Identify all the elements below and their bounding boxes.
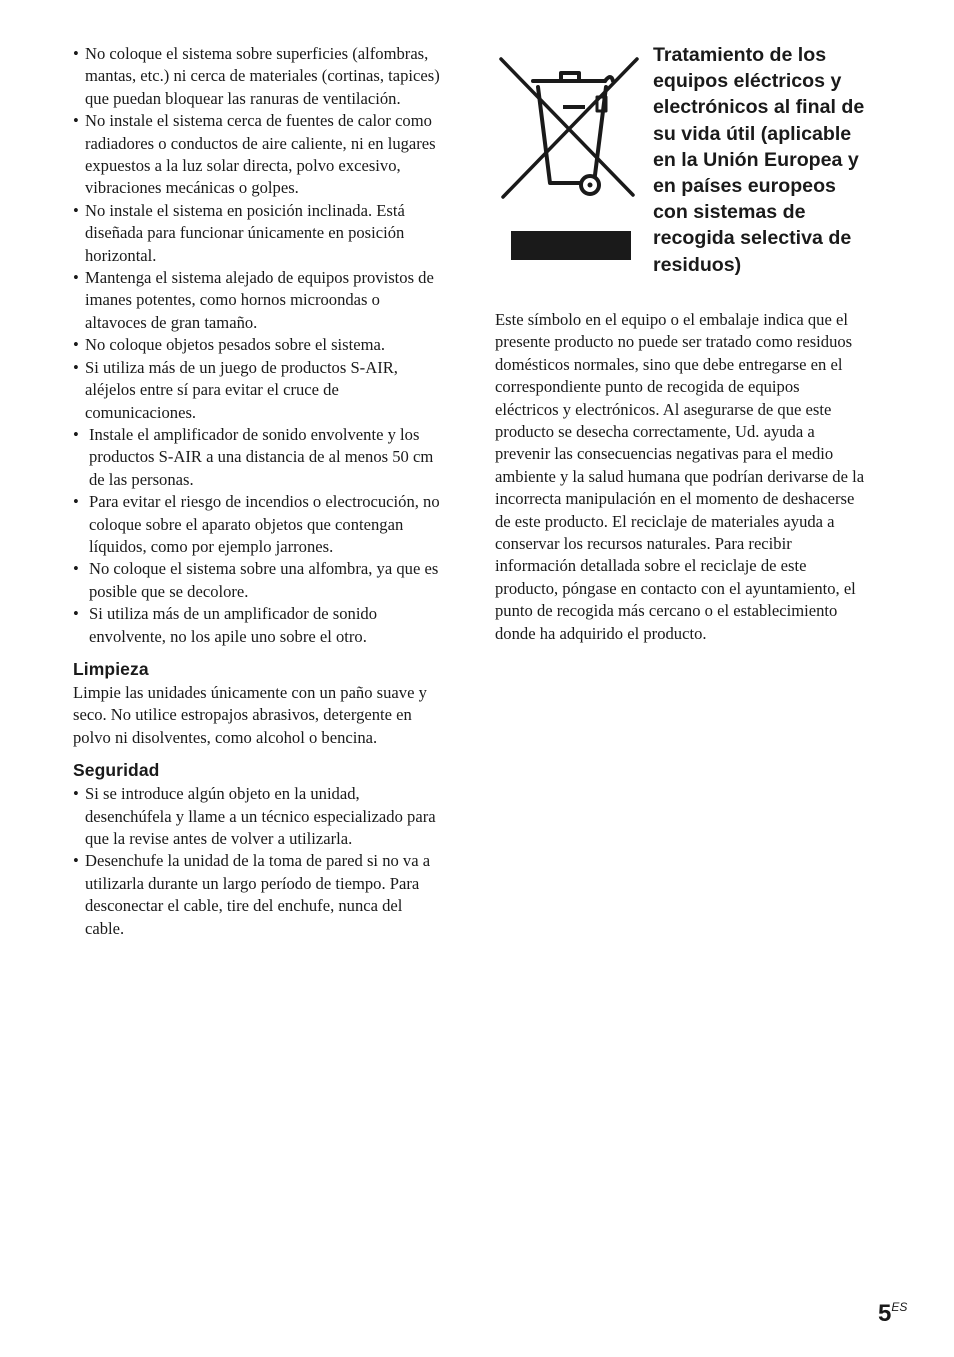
safety-list [73,783,445,940]
weee-black-bar [511,231,631,260]
precautions-list-1 [73,43,445,424]
weee-text: Este símbolo en el equipo o el embalaje indica que el presente producto no puede ser tratado como residuos domésticos normales, sino que debe entregarse en el correspondiente punto de recogida de equipos eléctricos y electrónicos. Al asegurarse de que este producto se desecha correctamente, Ud. ayuda a prevenir las consecuencias negativas para el medio ambiente y la salud humana que podrían derivarse de la incorrecta manipulación en el momento de deshacerse de este producto. El reciclaje de materiales ayuda a conservar los recursos naturales. Para recibir información detallada sobre el reciclaje de este producto, póngase en contacto con el ayuntamiento, el punto de recogida más cercano o el establecimiento donde ha adquirido el producto. [495,310,865,643]
page-number-value: 5 [878,1300,892,1327]
list-item: • No coloque objetos pesados sobre el sistema. [73,334,445,356]
list-item: • No instale el sistema en posición inclinada. Está diseñada para funcionar únicamente en posición horizontal. [73,200,445,267]
list-item: • Para evitar el riesgo de incendios o electrocución, no coloque sobre el aparato objetos que contengan líquidos, como por ejemplo jarrones. [73,491,445,558]
page-number-suffix: ES [891,1300,908,1314]
crossed-out-wheeled-bin-icon [499,53,645,203]
list-item: • Si utiliza más de un juego de productos S-AIR, aléjelos entre sí para evitar el cruce de comunicaciones. [73,357,445,424]
list-item: • Desenchufe la unidad de la toma de pared si no va a utilizarla durante un largo período de tiempo. Para desconectar el cable, tire del enchufe, nunca del cable. [73,850,445,940]
list-item: • Mantenga el sistema alejado de equipos provistos de imanes potentes, como hornos microondas o altavoces de gran tamaño. [73,267,445,334]
weee-title: Tratamiento de los equipos eléctricos y electrónicos al final de su vida útil (aplicable en la Unión Europea y en países europeos con sistemas de recogida selectiva de residuos) [653,44,865,276]
list-item: • No coloque el sistema sobre superficies (alfombras, mantas, etc.) ni cerca de materiales (cortinas, tapices) que puedan bloquear las ranuras de ventilación. [73,43,445,110]
list-item: • Si utiliza más de un amplificador de sonido envolvente, no los apile uno sobre el otro. [73,603,445,648]
right-column [495,43,865,645]
list-item: • No instale el sistema cerca de fuentes de calor como radiadores o conductos de aire caliente, ni en lugares expuestos a la luz solar directa, polvo excesivo, vibraciones mecánicas o golpes. [73,110,445,200]
precautions-list-2 [73,424,445,648]
cleaning-heading: Limpieza [73,658,149,679]
list-item: • No coloque el sistema sobre una alfombra, ya que es posible que se decolore. [73,558,445,603]
safety-heading: Seguridad [73,760,160,781]
cleaning-text: Limpie las unidades únicamente con un paño suave y seco. No utilice estropajos abrasivos, detergente en polvo ni disolventes, como alcohol o bencina. [73,682,427,747]
list-item: • Si se introduce algún objeto en la unidad, desenchúfela y llame a un técnico especializado para que la revise antes de volver a utilizarla. [73,783,445,850]
weee-block [495,43,865,309]
left-column [73,43,445,940]
page-number [878,1300,907,1328]
list-item: • Instale el amplificador de sonido envolvente y los productos S-AIR a una distancia de al menos 50 cm de las personas. [73,424,445,491]
